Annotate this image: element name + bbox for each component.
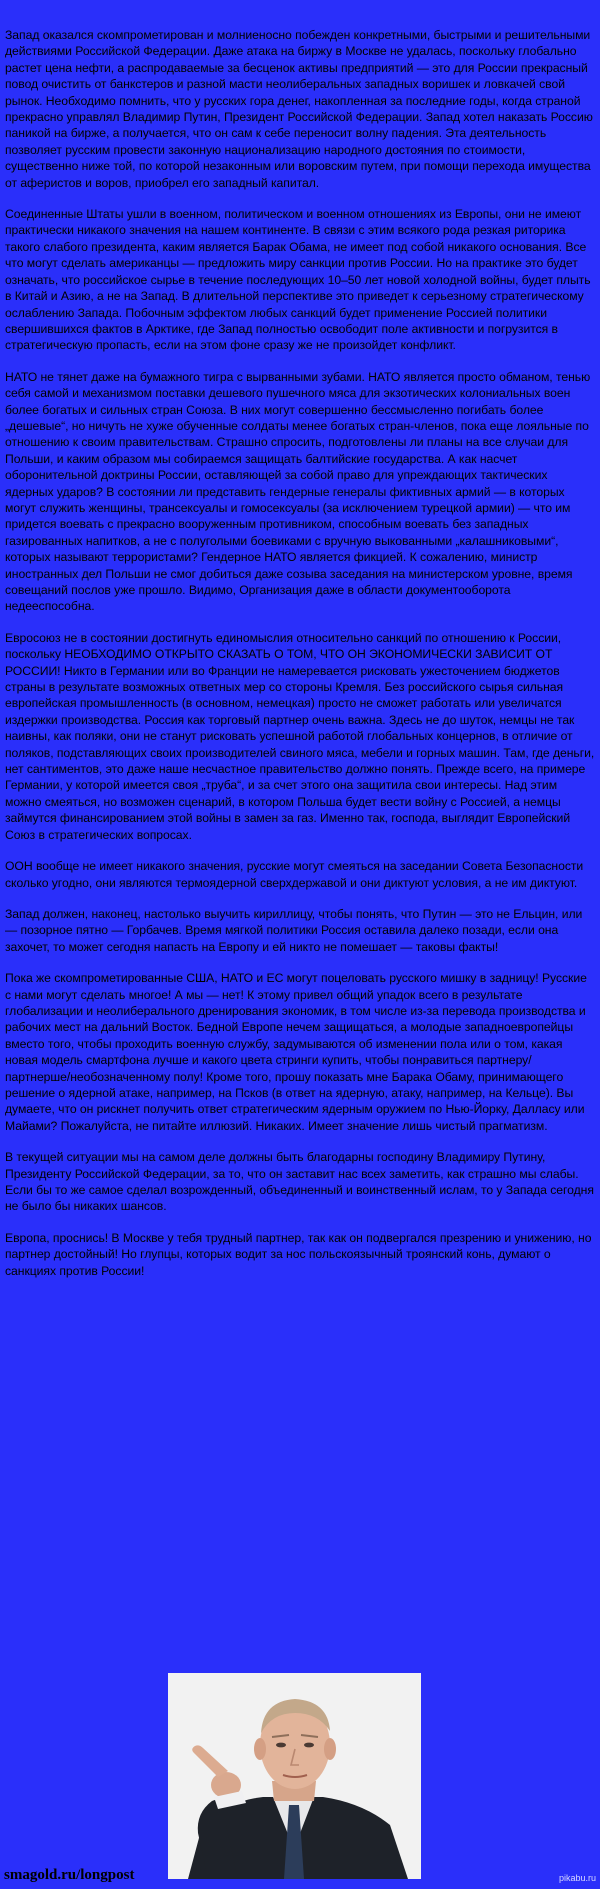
source-caption: smagold.ru/longpost xyxy=(4,1867,135,1883)
article-paragraph-8: В текущей ситуации мы на самом деле должны быть благодарны господину Владимиру Путину, Президенту Российской Федерации, за то, что он заставит нас всех заметить, как страшно мы слабы. Если бы то же самое сделал возрожденный, объединенный и воинственный ислам, то у Запада сегодня не было бы никаких шансов. xyxy=(5,1150,594,1214)
article-paragraph-5: ООН вообще не имеет никакого значения, русские могут смеяться на заседании Совета Безопасности сколько угодно, они являются термоядерной сверхдержавой и они диктуют условия, а не им диктуют. xyxy=(5,859,584,890)
article-paragraph-2: Соединенные Штаты ушли в военном, политическом и военном отношениях из Европы, они не имеют практически никакого значения на нашем континенте. В связи с этим всякого рода резкая риторика такого слабого президента, каким является Барак Обама, не имеет под собой никакого основания. Все что могут сделать американцы — предложить миру санкции против России. Но на практике это будет означать, что российское сырье в течение последующих 10–50 лет новой холодной войны, будет плыть в Китай и Азию, а не на Запад. В длительной перспективе это приведет к серьезному стратегическому ослаблению Запада. Побочным эффектом любых санкций будет применение Россией политики свершившихся фактов в Арктике, где Запад полностью освободит поле активности и погрузится в стратегическую пропасть, если на этом фоне сразу же не произойдет конфликт. xyxy=(5,207,591,353)
article-paragraph-6: Запад должен, наконец, настолько выучить кириллицу, чтобы понять, что Путин — это не Ельцин, или — позорное пятно — Горбачев. Время мягкой политики Россия оставила далеко позади, если она захочет, то может сегодня напасть на Европу и ей никто не помешает — таковы факты! xyxy=(5,906,583,954)
article-paragraph-4: Евросоюз не в состоянии достигнуть единомыслия относительно санкций по отношению к России, поскольку НЕОБХОДИМО ОТКРЫТО СКАЗАТЬ О ТОМ, ЧТО ОН ЭКОНОМИЧЕСКИ ЗАВИСИТ ОТ РОССИИ! Никто в Германии или во Франции не намеревается рисковать ужесточением бюджетов страны в результате возможных ответных мер со стороны Кремля. Без российского сырья сильная европейская промышленность (в основном, немецкая) просто не сможет работать или увеличатся издержки производства. Россия как торговый партнер очень важна. Здесь не до шуток, немцы не так наивны, как поляки, они не станут рисковать успешной работой глобальных концернов, в отличие от поляков, подставляющих своих производителей свиного мяса, мебели и горных машин. Там, где деньги, нет сантиментов, это даже наше несчастное правительство должно понять. Прежде всего, на примере Германии, у которой имеется своя „труба“, и за счет этого она защитила свои интересы. Над этим можно смеяться, но возможен сценарий, в котором Польша будет вести войну с Россией, а немцы займутся финансированием этой войны в замен за газ. Именно так, господа, выглядит Европейский Союз в стратегических вопросах. xyxy=(5,630,595,842)
article-body xyxy=(5,27,595,1294)
article-paragraph-7: Пока же скомпрометированные США, НАТО и ЕС могут поцеловать русского мишку в задницу! Русские с нами могут сделать многое! А мы — нет! К этому привел общий упадок всего в результате глобализации и неолиберального дренирования экономик, в том числе из-за перевода производства и рабочих мест на дальний Восток. Бедной Европе нечем защищаться, а молодые западноевропейцы вместо того, чтобы проходить военную службу, задумываются об изменении пола или о том, какая новая модель смартфона лучше и какого цвета стринги купить, чтобы понравиться партнеру/партнерше/необозначенному полу! Кроме того, прошу показать мне Барака Обаму, принимающего решение о ядерной атаке, например, на Псков (в ответ на ядерную, атаку, например, на Кельце). Вы думаете, что он рискнет получить ответ стратегическим ядерным оружием по Нью-Йорку, Далласу или Майами? Пожалуйста, не питайте иллюзий. Никаких. Имеет значение лишь чистый прагматизм. xyxy=(5,971,587,1133)
watermark-caption: pikabu.ru xyxy=(558,1873,596,1883)
article-paragraph-3: НАТО не тянет даже на бумажного тигра с вырванными зубами. НАТО является просто обманом, тенью себя самой и механизмом поставки дешевого пушечного мяса для экзотических колониальных воен более богатых и сильных стран Союза. В них могут совершенно бессмысленно погибать более „дешевые“, но ничуть не хуже обученные солдаты менее богатых стран-членов, пока еще лояльные по отношению к своим правительствам. Страшно спросить, подготовлены ли планы на все случаи для Польши, и каким образом мы собираемся защищать балтийские государства. А как насчет оборонительной доктрины России, оставляющей за собой право для упреждающих тактических ядерных ударов? В состоянии ли представить гендерные генералы фиктивных армий — в которых могут служить женщины, трансексуалы и гомосексуалы (за исключением турецкой армии) — что им придется воевать с прекрасно вооруженным противником, способным воевать без западных газированных напитков, а не с полуголыми боевиками с вручную выкованными „калашниковыми“, которых называют террористами? Гендерное НАТО является фикцией. К сожалению, министр иностранных дел Польши не смог добиться даже созыва заседания на министерском уровне, время совещаний послов уже прошло. Видимо, Организация даже в области документооборота недееспособна. xyxy=(5,369,591,614)
article-paragraph-1: Запад оказался скомпрометирован и молниеносно побежден конкретными, быстрыми и решительными действиями Российской Федерации. Даже атака на биржу в Москве не удалась, поскольку глобально растет цена нефти, а распродаваемые за бесценок активы предприятий — это для России прекрасный повод очистить от банкстеров и разной масти неолиберальных западных воришек и ловкачей свой рынок. Необходимо помнить, что у русских гора денег, накопленная за последние годы, когда страной прекрасно управлял Владимир Путин, Президент Российской Федерации. Запад хотел наказать Россию паникой на бирже, а получается, что он сам к себе переносит волну падения. Эта деятельность позволяет русским провести законную национализацию народного достояния по стоимости, существенно ниже той, по которой незаконным или воровским путем, при помощи перехода имущества от аферистов и воров, приобрел его западный капитал. xyxy=(5,28,593,190)
pointing-man-illustration xyxy=(168,1673,421,1879)
pointing-man-photo xyxy=(168,1673,421,1879)
article-paragraph-9: Европа, проснись! В Москве у тебя трудный партнер, так как он подвергался презрению и унижению, но партнер достойный! Но глупцы, которых водит за нос польскоязычный троянский конь, думают о санкциях против России! xyxy=(5,1230,592,1278)
